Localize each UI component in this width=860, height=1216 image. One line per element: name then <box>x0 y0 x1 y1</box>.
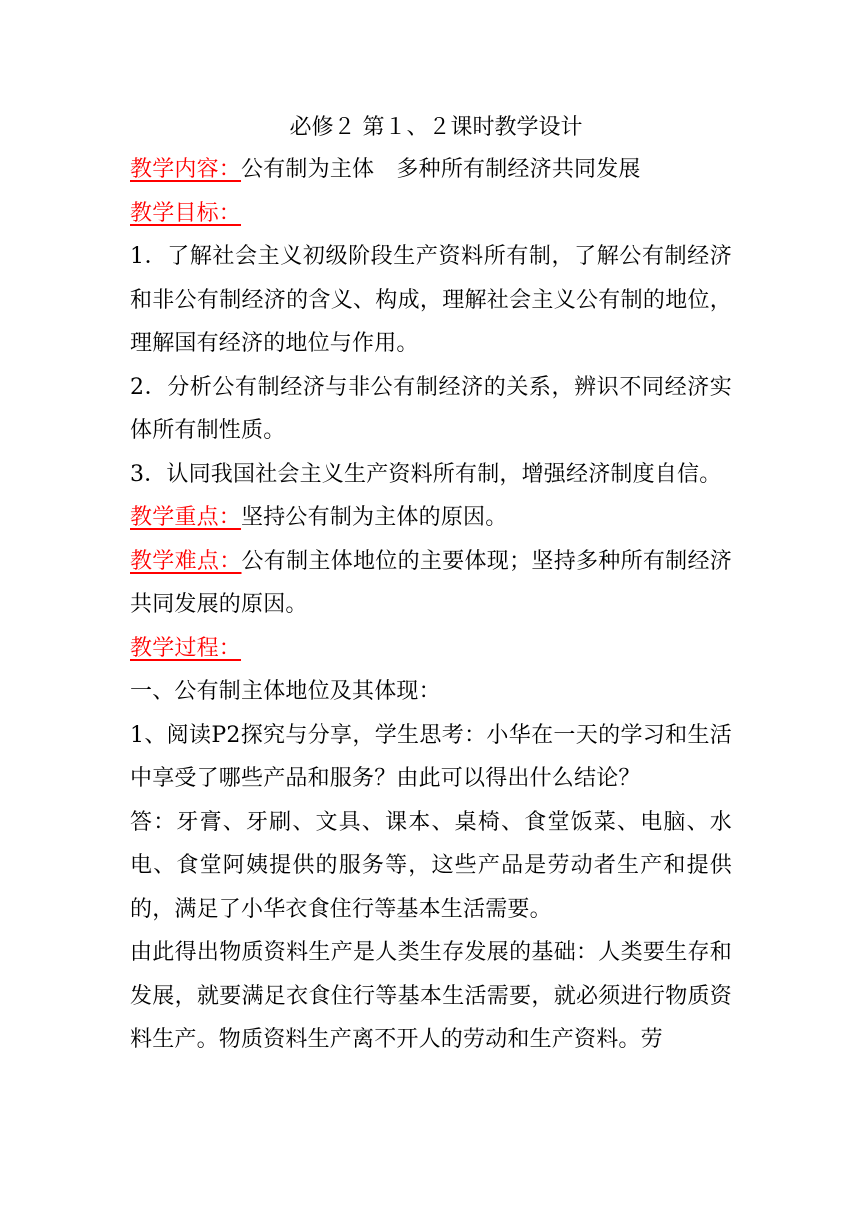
teaching-process-heading <box>130 627 732 671</box>
teaching-difficulty <box>130 540 732 627</box>
document-body <box>130 108 732 1062</box>
teaching-key-point-label: 教学重点： <box>130 505 242 530</box>
teaching-process-label: 教学过程： <box>130 635 242 661</box>
teaching-objectives-label: 教学目标： <box>130 200 242 226</box>
answer-paragraph: 答：牙膏、牙刷、文具、课本、桌椅、食堂饭菜、电脑、水电、食堂阿姨提供的服务等，这些产品是劳动者生产和提供的，满足了小华衣食住行等基本生活需要。 <box>130 809 732 922</box>
conclusion-paragraph: 由此得出物质资料生产是人类生存发展的基础：人类要生存和发展，就要满足衣食住行等基本生活需要，就必须进行物质资料生产。物质资料生产离不开人的劳动和生产资料。劳 <box>130 940 732 1052</box>
section-heading: 一、公有制主体地位及其体现： <box>130 679 441 704</box>
question-paragraph: 1、阅读P2探究与分享，学生思考：小华在一天的学习和生活中享受了哪些产品和服务？由此可以得出什么结论？ <box>130 722 732 791</box>
teaching-difficulty-label: 教学难点： <box>130 548 242 574</box>
objective-item-3: 3．认同我国社会主义生产资料所有制，增强经济制度自信。 <box>130 461 722 487</box>
teaching-key-point-text: 坚持公有制为主体的原因。 <box>241 505 508 530</box>
teaching-difficulty-text: 公有制主体地位的主要体现；坚持多种所有制经济共同发展的原因。 <box>130 548 732 617</box>
objective-item-1: 1．了解社会主义初级阶段生产资料所有制，了解公有制经济和非公有制经济的含义、构成，理解社会主义公有制的地位，理解国有经济的地位与作用。 <box>130 244 732 356</box>
teaching-content-text: 公有制为主体 多种所有制经济共同发展 <box>241 157 641 182</box>
teaching-content-label: 教学内容： <box>130 157 242 182</box>
document-title: 必修２ 第１、２课时教学设计 <box>289 115 583 140</box>
objective-item-2: 2．分析公有制经济与非公有制经济的关系，辨识不同经济实体所有制性质。 <box>130 374 732 443</box>
teaching-objectives-heading <box>130 192 732 236</box>
teaching-content <box>130 148 732 192</box>
teaching-key-point <box>130 496 732 540</box>
